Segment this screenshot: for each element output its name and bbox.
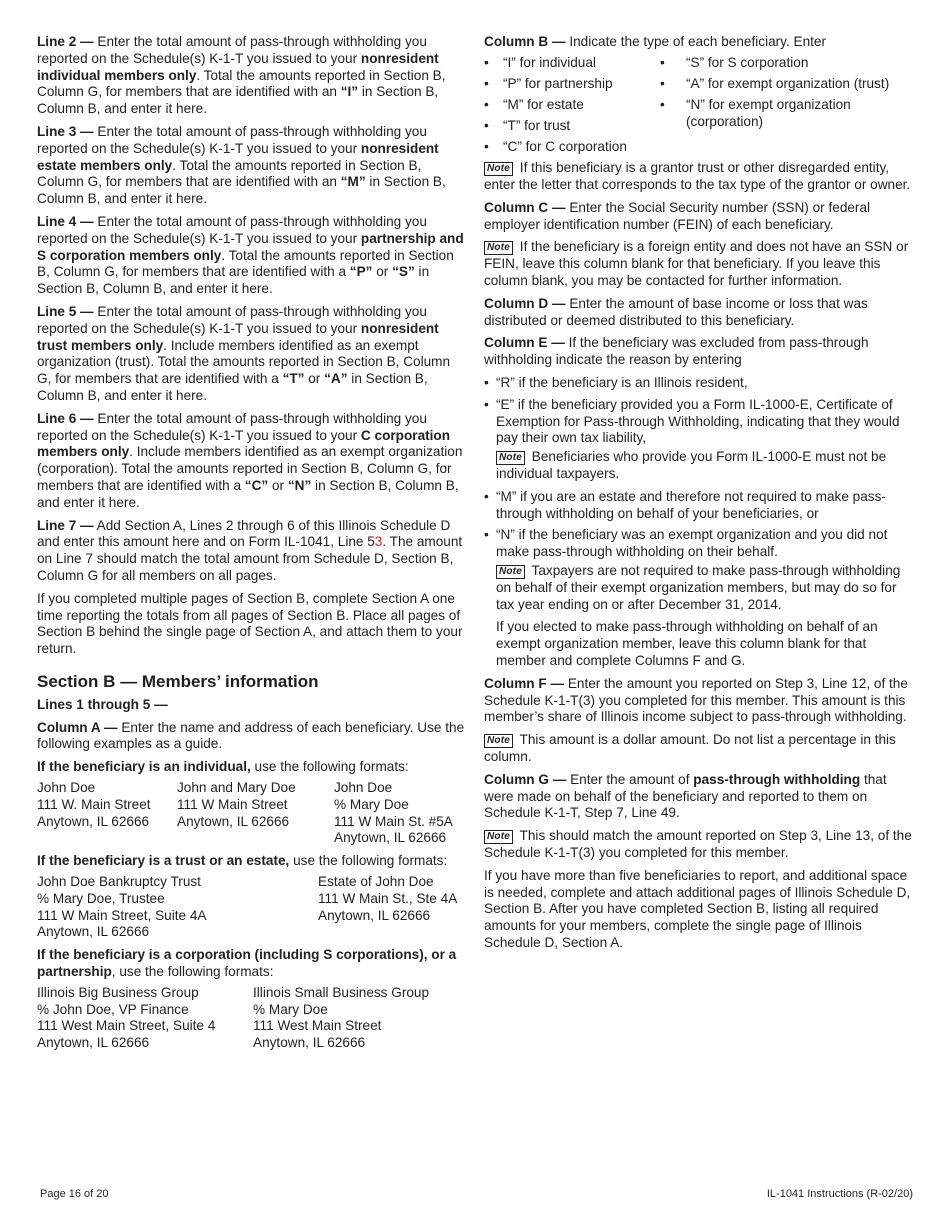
column-g-note: Note This should match the amount reported on Step 3, Line 13, of the Schedule K-1-T(3) you completed for this member. (484, 828, 912, 860)
column-f-note: Note This amount is a dollar amount. Do not list a percentage in this column. (484, 732, 896, 764)
list-item: • “S” for S corporation (660, 54, 809, 70)
beneficiary-type-list (484, 55, 914, 160)
list-item: • “A” for exempt organization (trust) (660, 75, 890, 91)
section-b-heading: Section B — Members’ information (37, 671, 319, 691)
list-item: • “E” if the beneficiary provided you a Form IL-1000-E, Certificate of Exemption for Pass-through Withholding, indicating that they would pay their own tax liability, (484, 396, 900, 446)
column-d-instruction: Column D — Enter the amount of base income or loss that was distributed or deemed distributed to this beneficiary. (484, 295, 868, 328)
list-item: • “M” for estate (484, 96, 584, 112)
note-icon: Note (496, 451, 525, 465)
address-example: John Doe Bankruptcy Trust % Mary Doe, Trustee 111 W Main Street, Suite 4A Anytown, IL 62666 (37, 874, 207, 940)
column-a-instruction: Column A — Enter the name and address of each beneficiary. Use the following examples as a guide. (37, 719, 465, 752)
bullet-icon: • (484, 54, 489, 70)
list-item: • “P” for partnership (484, 75, 613, 91)
note-icon: Note (484, 162, 513, 176)
bullet-icon: • (484, 527, 489, 543)
lines-1-5-heading: Lines 1 through 5 — (37, 696, 168, 712)
address-example: John Doe 111 W. Main Street Anytown, IL 62666 (37, 780, 151, 829)
note-icon: Note (484, 734, 513, 748)
multiple-pages-paragraph: If you completed multiple pages of Section B, complete Section A one time reporting the totals from all pages of Section B. Place all pages of Section B behind the single page of Section A, and attach them to your return. (37, 590, 463, 657)
more-beneficiaries-paragraph: If you have more than five beneficiaries to report, and additional space is needed, complete and attach additional pages of Illinois Schedule D, Section B. After you have completed Section B, listing all required amounts for your members, complete the single page of Illinois Schedule D, Section A. (484, 867, 911, 950)
address-example: Illinois Small Business Group % Mary Doe 111 West Main Street Anytown, IL 62666 (253, 984, 430, 1051)
column-f-instruction: Column F — Enter the amount you reported on Step 3, Line 12, of the Schedule K-1-T(3) you completed for this member. This amount is this member’s share of Illinois income subject to pass-through withholding. (484, 675, 908, 725)
trust-format-heading: If the beneficiary is a trust or an estate, use the following formats: (37, 853, 448, 869)
form-revision: IL-1041 Instructions (R-02/20) (766, 1188, 913, 1200)
column-b-note: Note If this beneficiary is a grantor trust or other disregarded entity, enter the letter that corresponds to the tax type of the grantor or owner. (484, 160, 911, 193)
bullet-icon: • (484, 488, 489, 504)
line-3-instruction: Line 3 — Enter the total amount of pass-through withholding you reported on the Schedule(s) K-1-T you issued to your nonresident estate members only. Total the amounts reported in Section B, Column G, for members that are identified with an “M” in Section B, Column B, and enter it here. (37, 123, 446, 207)
note-icon: Note (484, 241, 513, 255)
bullet-icon: • (660, 54, 665, 70)
address-example: John Doe % Mary Doe 111 W Main St. #5A Anytown, IL 62666 (334, 780, 453, 846)
column-b-instruction: Column B — Indicate the type of each beneficiary. Enter (484, 34, 827, 49)
line-5-instruction: Line 5 — Enter the total amount of pass-through withholding you reported on the Schedule(s) K-1-T you issued to your nonresident trust members only. Include members identified as an exempt organization (trust). Total the amounts reported in Section B, Column G, for members that are identified with a “T” or “A” in Section B, Column B, and enter it here. (37, 303, 451, 403)
list-item: • “N” for exempt organization (corporation) (660, 96, 851, 129)
list-item: • “T” for trust (484, 118, 571, 134)
bullet-icon: • (660, 75, 665, 91)
bullet-icon: • (484, 396, 489, 412)
line-4-instruction: Line 4 — Enter the total amount of pass-through withholding you reported on the Schedule(s) K-1-T you issued to your partnership and S corporation members only. Total the amounts reported in Section B, Column G, for members that are identified with a “P” or “S” in Section B, Column B, and enter it here. (37, 213, 464, 297)
column-c-instruction: Column C — Enter the Social Security number (SSN) or federal employer identification number (FEIN) of each beneficiary. (484, 199, 871, 232)
exempt-org-paragraph: If you elected to make pass-through withholding on behalf of an exempt organization member, leave this column blank for that member and complete Columns F and G. (496, 619, 878, 668)
bullet-icon: • (484, 139, 489, 155)
note-icon: Note (484, 830, 513, 844)
list-item: • “N” if the beneficiary was an exempt organization and you did not make pass-through withholding on their behalf. (484, 527, 888, 560)
column-g-instruction: Column G — Enter the amount of pass-through withholding that were made on behalf of the beneficiary and reported to them on Schedule K-1-T, Step 7, Line 49. (484, 771, 887, 821)
note-icon: Note (496, 565, 525, 579)
list-item: • “I” for individual (484, 54, 596, 70)
address-example: John and Mary Doe 111 W Main Street Anytown, IL 62666 (177, 780, 296, 829)
line-number-highlight: 3 (374, 534, 383, 550)
type-list-right (660, 55, 914, 160)
bullet-icon: • (484, 375, 489, 391)
individual-format-heading: If the beneficiary is an individual, use the following formats: (37, 759, 409, 775)
line-7-instruction: Line 7 — Add Section A, Lines 2 through 6 of this Illinois Schedule D and enter this amount here and on Form IL-1041, Line 53. The amount on Line 7 should match the total amount from Schedule D, Section B, Column G for all members on all pages. (37, 517, 463, 583)
list-item: • “C” for C corporation (484, 139, 627, 155)
left-column (37, 34, 465, 1058)
list-item: • “M” if you are an estate and therefore not required to make pass-through withholding on behalf of your beneficiaries, or (484, 488, 886, 521)
column-e-note: Note Beneficiaries who provide you Form IL-1000-E must not be individual taxpayers. (496, 449, 887, 482)
corporation-format-heading: If the beneficiary is a corporation (including S corporations), or a partnership, use the following formats: (37, 947, 457, 980)
column-c-note: Note If the beneficiary is a foreign entity and does not have an SSN or FEIN, leave this column blank for that beneficiary. If you leave this column blank, you may be contacted for further information. (484, 239, 909, 289)
bullet-icon: • (484, 75, 489, 91)
line-6-instruction: Line 6 — Enter the total amount of pass-through withholding you reported on the Schedule(s) K-1-T you issued to your C corporation members only. Include members identified as an exempt organization (corporation). Total the amounts reported in Section B, Column G, for members that are identified with a “C” or “N” in Section B, Column B, and enter it here. (37, 410, 463, 510)
address-example: Illinois Big Business Group % John Doe, VP Finance 111 West Main Street, Suite 4 Anytown, IL 62666 (37, 984, 216, 1051)
exempt-org-note: Note Taxpayers are not required to make pass-through withholding on behalf of their exempt organization members, but may do so for tax year ending on or after December 31, 2014. (496, 563, 901, 612)
column-e-instruction: Column E — If the beneficiary was excluded from pass-through withholding indicate the reason by entering (484, 335, 869, 368)
trust-address-examples (37, 874, 465, 941)
bullet-icon: • (484, 118, 489, 134)
right-column (484, 34, 914, 958)
address-example: Estate of John Doe 111 W Main St., Ste 4A Anytown, IL 62666 (318, 874, 458, 923)
corporation-address-examples (37, 985, 465, 1052)
line-2-instruction: Line 2 — Enter the total amount of pass-through withholding you reported on the Schedule(s) K-1-T you issued to your nonresident individual members only. Total the amounts reported in Section B, Column G, for members that are identified with an “I” in Section B, Column B, and enter it here. (37, 34, 446, 117)
type-list-left (484, 55, 660, 160)
individual-address-examples (37, 780, 465, 847)
bullet-icon: • (484, 96, 489, 112)
list-item: • “R” if the beneficiary is an Illinois resident, (484, 375, 748, 391)
page-number: Page 16 of 20 (40, 1188, 109, 1200)
bullet-icon: • (660, 96, 665, 112)
